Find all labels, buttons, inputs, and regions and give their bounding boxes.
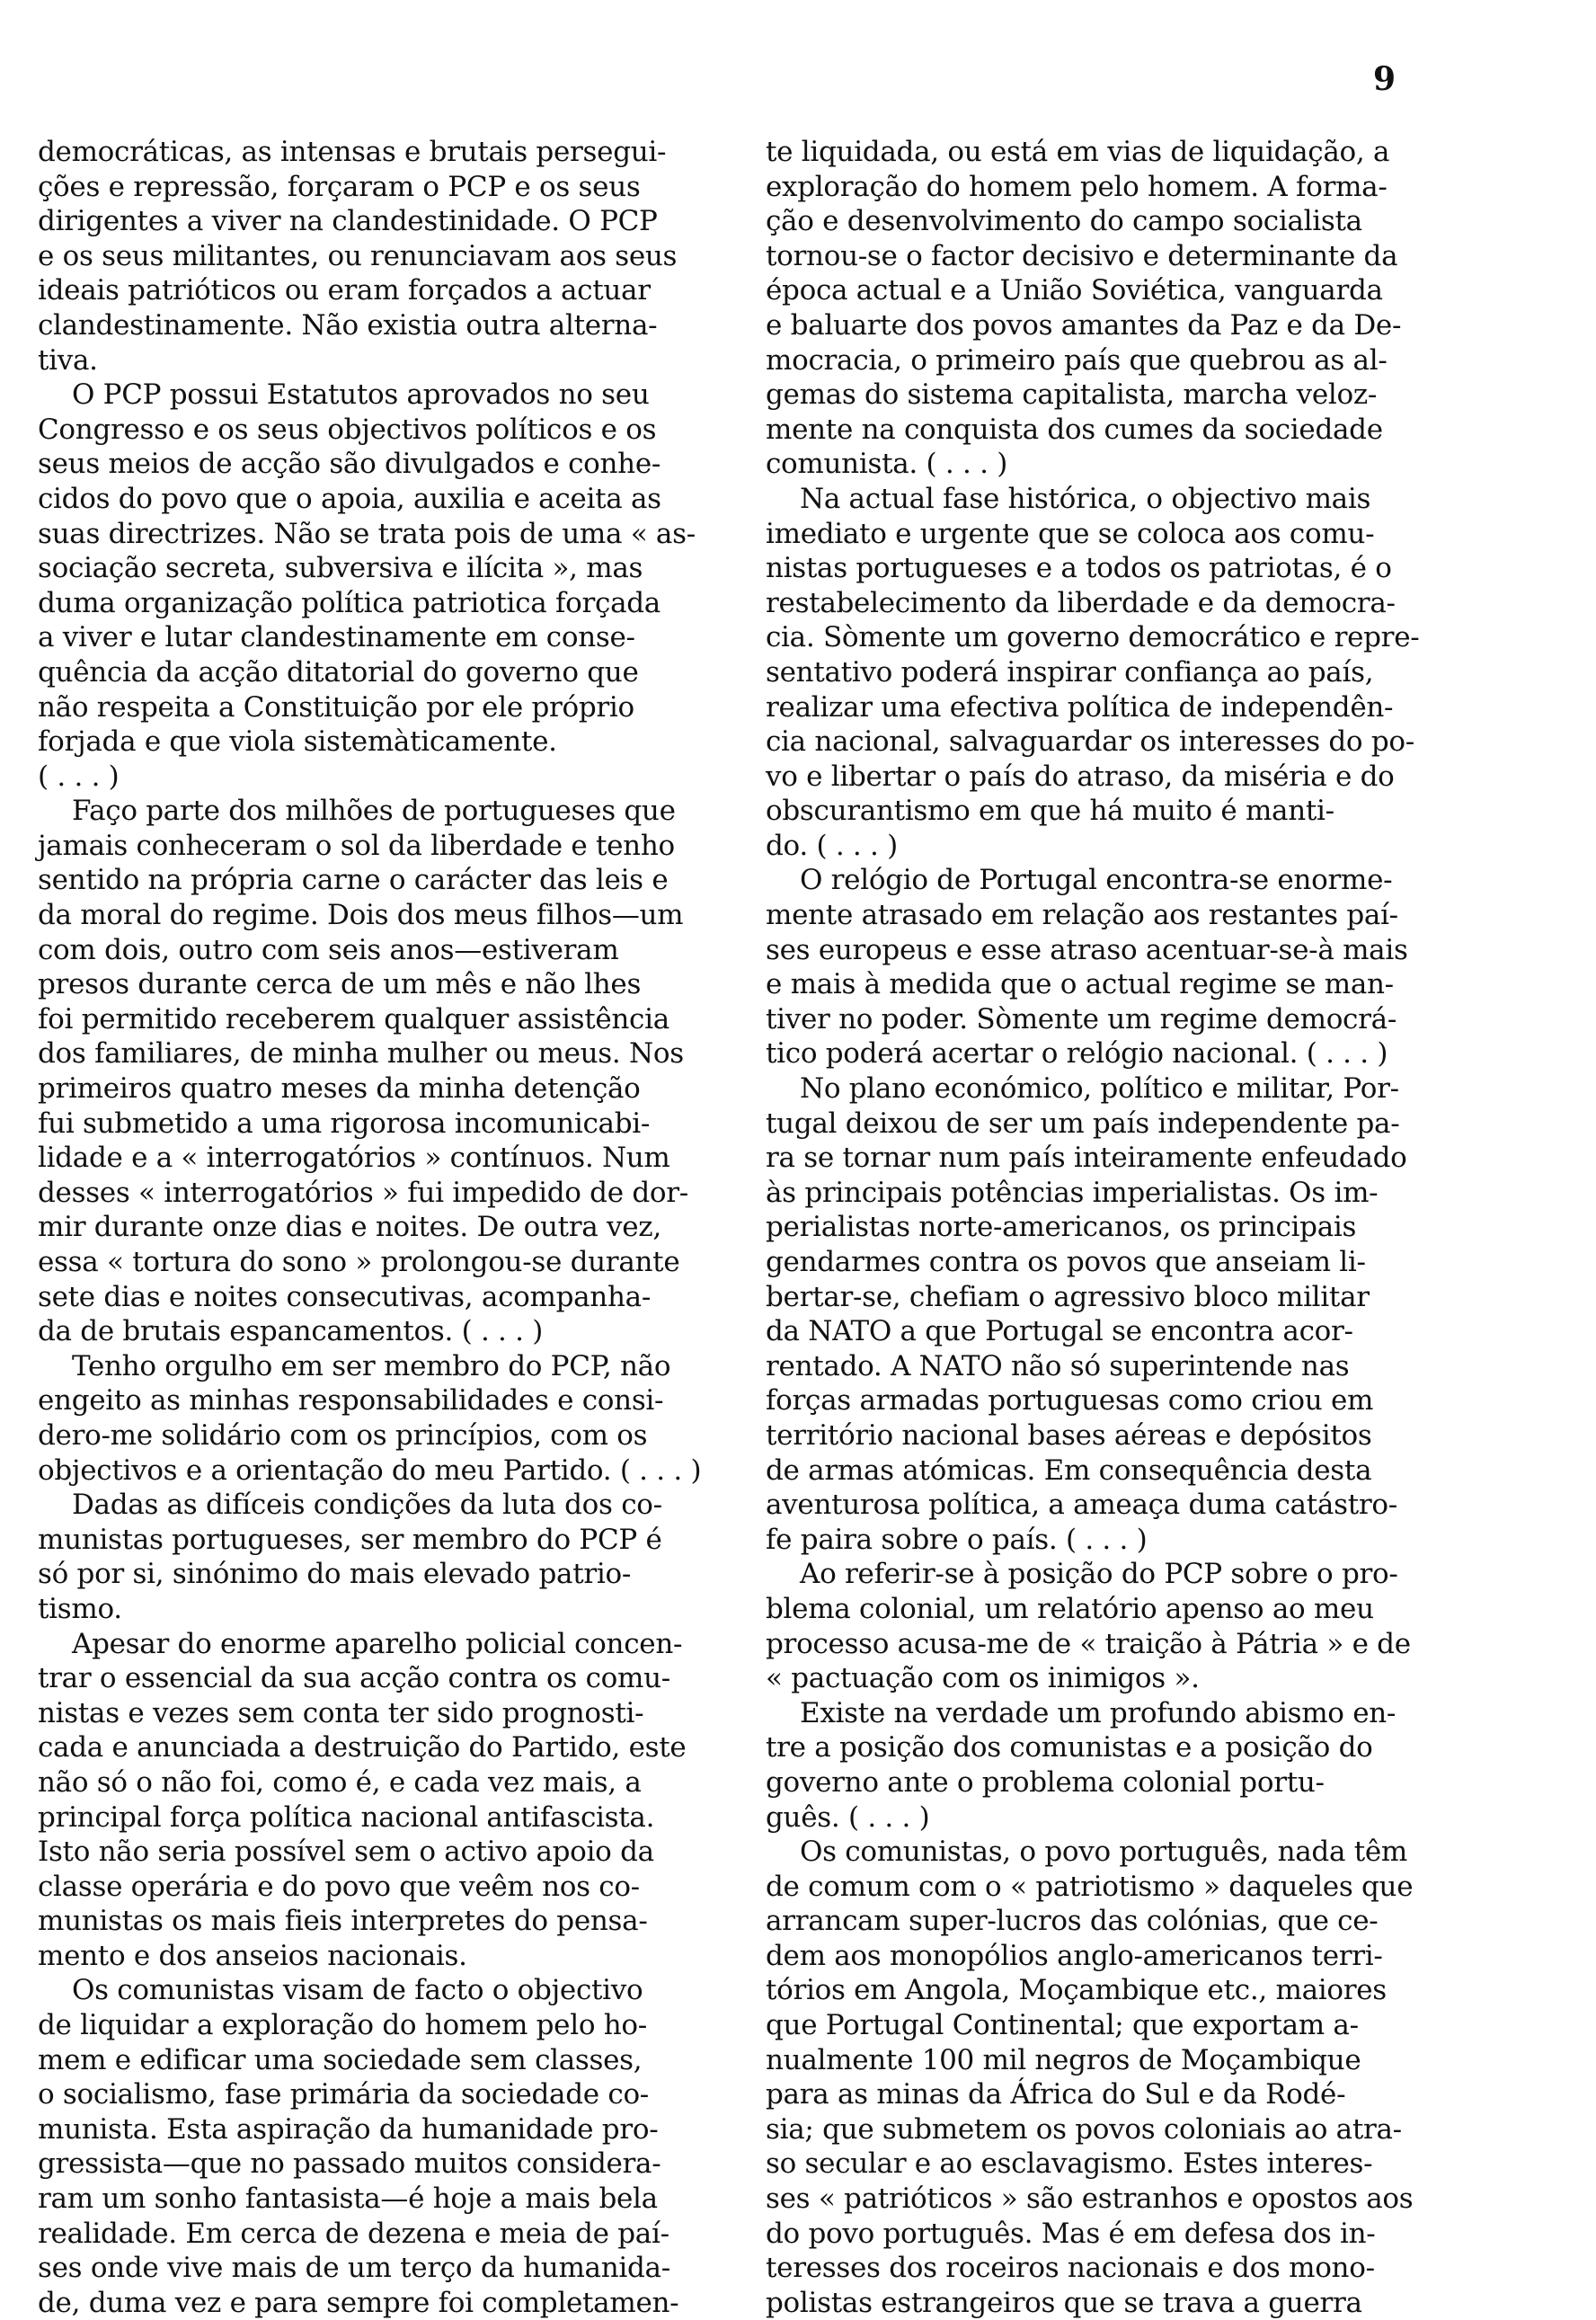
paragraph: O PCP possui Estatutos aprovados no seu Congresso e os seus objectivos políticos e os seus meios de acção são divulgados e conhe- cidos do povo que o apoia, auxilia e aceita as suas directrizes. Não se trata pois de uma « as- sociação secreta, subversiva e ilícita », mas duma organização política patriotica forçada a viver e lutar clandestinamente em conse- quência da acção ditatorial do governo que não respeita a Constituição por ele próprio forjada e que viola sistemàticamente. ( . . . )	[38, 378, 696, 793]
paragraph: No plano económico, político e militar, Por- tugal deixou de ser um país independente pa- ra se tornar num país inteiramente enfeudado às principais potências imperialistas. Os im- perialistas norte-americanos, os principais gendarmes contra os povos que anseiam li- bertar-se, chefiam o agressivo bloco militar da NATO a que Portugal se encontra acor- rentado. A NATO não só superintende nas forças armadas portuguesas como criou em território nacional bases aéreas e depósitos de armas atómicas. Em consequência desta aventurosa política, a ameaça duma catástro- fe paira sobre o país. ( . . . )	[766, 1072, 1407, 1556]
left-column	[38, 135, 748, 2320]
paragraph: Apesar do enorme aparelho policial concen- trar o essencial da sua acção contra os comu- nistas e vezes sem conta ter sido prognosti- cada e anunciada a destruição do Partido, este não só o não foi, como é, e cada vez mais, a principal força política nacional antifascista. Isto não seria possível sem o activo apoio da classe operária e do povo que veêm nos co- munistas os mais fieis interpretes do pensa- mento e dos anseios nacionais.	[38, 1627, 687, 1972]
paragraph: Os comunistas, o povo português, nada têm de comum com o « patriotismo » daqueles que arrancam super-lucros das colónias, que ce- dem aos monopólios anglo-americanos terri- tórios em Angola, Moçambique etc., maiores que Portugal Continental; que exportam a- nualmente 100 mil negros de Moçambique para as minas da África do Sul e da Rodé- sia; que submetem os povos coloniais ao atra- so secular e ao esclavagismo. Estes interes- ses « patrióticos » são estranhos e opostos aos do povo português. Mas é em defesa dos in- teresses dos roceiros nacionais e dos mono- polistas estrangeiros que se trava a guerra	[766, 1836, 1414, 2319]
paragraph: Faço parte dos milhões de portugueses que jamais conheceram o sol da liberdade e tenho sentido na própria carne o carácter das leis e da moral do regime. Dois dos meus filhos—um com dois, outro com seis anos—estiveram presos durante cerca de um mês e não lhes foi permitido receberem qualquer assistência dos familiares, de minha mulher ou meus. Nos primeiros quatro meses da minha detenção fui submetido a uma rigorosa incomunicabi- lidade e a « interrogatórios » contínuos. Num desses « interrogatórios » fui impedido de dor- mir durante onze dias e noites. De outra vez, essa « tortura do sono » prolongou-se durante sete dias e noites consecutivas, acompanha- da de brutais espancamentos. ( . . . )	[38, 795, 688, 1348]
page-number: 9	[1373, 60, 1396, 98]
paragraph: Existe na verdade um profundo abismo en- tre a posição dos comunistas e a posição do governo ante o problema colonial portu- guês. ( . . . )	[766, 1696, 1396, 1834]
paragraph: Ao referir-se à posição do PCP sobre o pro- blema colonial, um relatório apenso ao meu processo acusa-me de « traição à Pátria » e de « pactuação com os inimigos ».	[766, 1558, 1411, 1695]
paragraph: te liquidada, ou está em vias de liquidação, a exploração do homem pelo homem. A forma- ção e desenvolvimento do campo socialista tornou-se o factor decisivo e determinante da época actual e a União Soviética, vanguarda e baluarte dos povos amantes da Paz e da De- mocracia, o primeiro país que quebrou as al- gemas do sistema capitalista, marcha veloz- mente na conquista dos cumes da sociedade comunista. ( . . . )	[766, 136, 1402, 481]
paragraph: Dadas as difíceis condições da luta dos co- munistas portugueses, ser membro do PCP é só por si, sinónimo do mais elevado patrio- tismo.	[38, 1489, 662, 1625]
paragraph: Na actual fase histórica, o objectivo mais imediato e urgente que se coloca aos comu- nistas portugueses e a todos os patriotas, é o restabelecimento da liberdade e da democra- cia. Sòmente um governo democrático e repre- sentativo poderá inspirar confiança ao país, realizar uma efectiva política de independên- cia nacional, salvaguardar os interesses do po- vo e libertar o país do atraso, da miséria e do obscurantismo em que há muito é manti- do. ( . . . )	[766, 482, 1420, 862]
paragraph: democráticas, as intensas e brutais persegui- ções e repressão, forçaram o PCP e os seus dirigentes a viver na clandestinidade. O PCP e os seus militantes, ou renunciavam aos seus ideais patrióticos ou eram forçados a actuar clandestinamente. Não existia outra alterna- tiva.	[38, 136, 678, 377]
paragraph: Tenho orgulho em ser membro do PCP, não engeito as minhas responsabilidades e consi- dero-me solidário com os princípios, com os objectivos e a orientação do meu Partido. ( . . . )	[38, 1349, 702, 1487]
paragraph: Os comunistas visam de facto o objectivo de liquidar a exploração do homem pelo ho- mem e edificar uma sociedade sem classes, o socialismo, fase primária da sociedade co- munista. Esta aspiração da humanidade pro- gressista—que no passado muitos considera- ram um sonho fantasista—é hoje a mais bela realidade. Em cerca de dezena e meia de paí- ses onde vive mais de um terço da humanida- de, duma vez e para sempre foi completamen-	[38, 1974, 679, 2319]
paragraph: O relógio de Portugal encontra-se enorme- mente atrasado em relação aos restantes paí- ses europeus e esse atraso acentuar-se-à mais e mais à medida que o actual regime se man- tiver no poder. Sòmente um regime democrá- tico poderá acertar o relógio nacional. ( . . . )	[766, 864, 1408, 1071]
right-column	[766, 135, 1476, 2320]
